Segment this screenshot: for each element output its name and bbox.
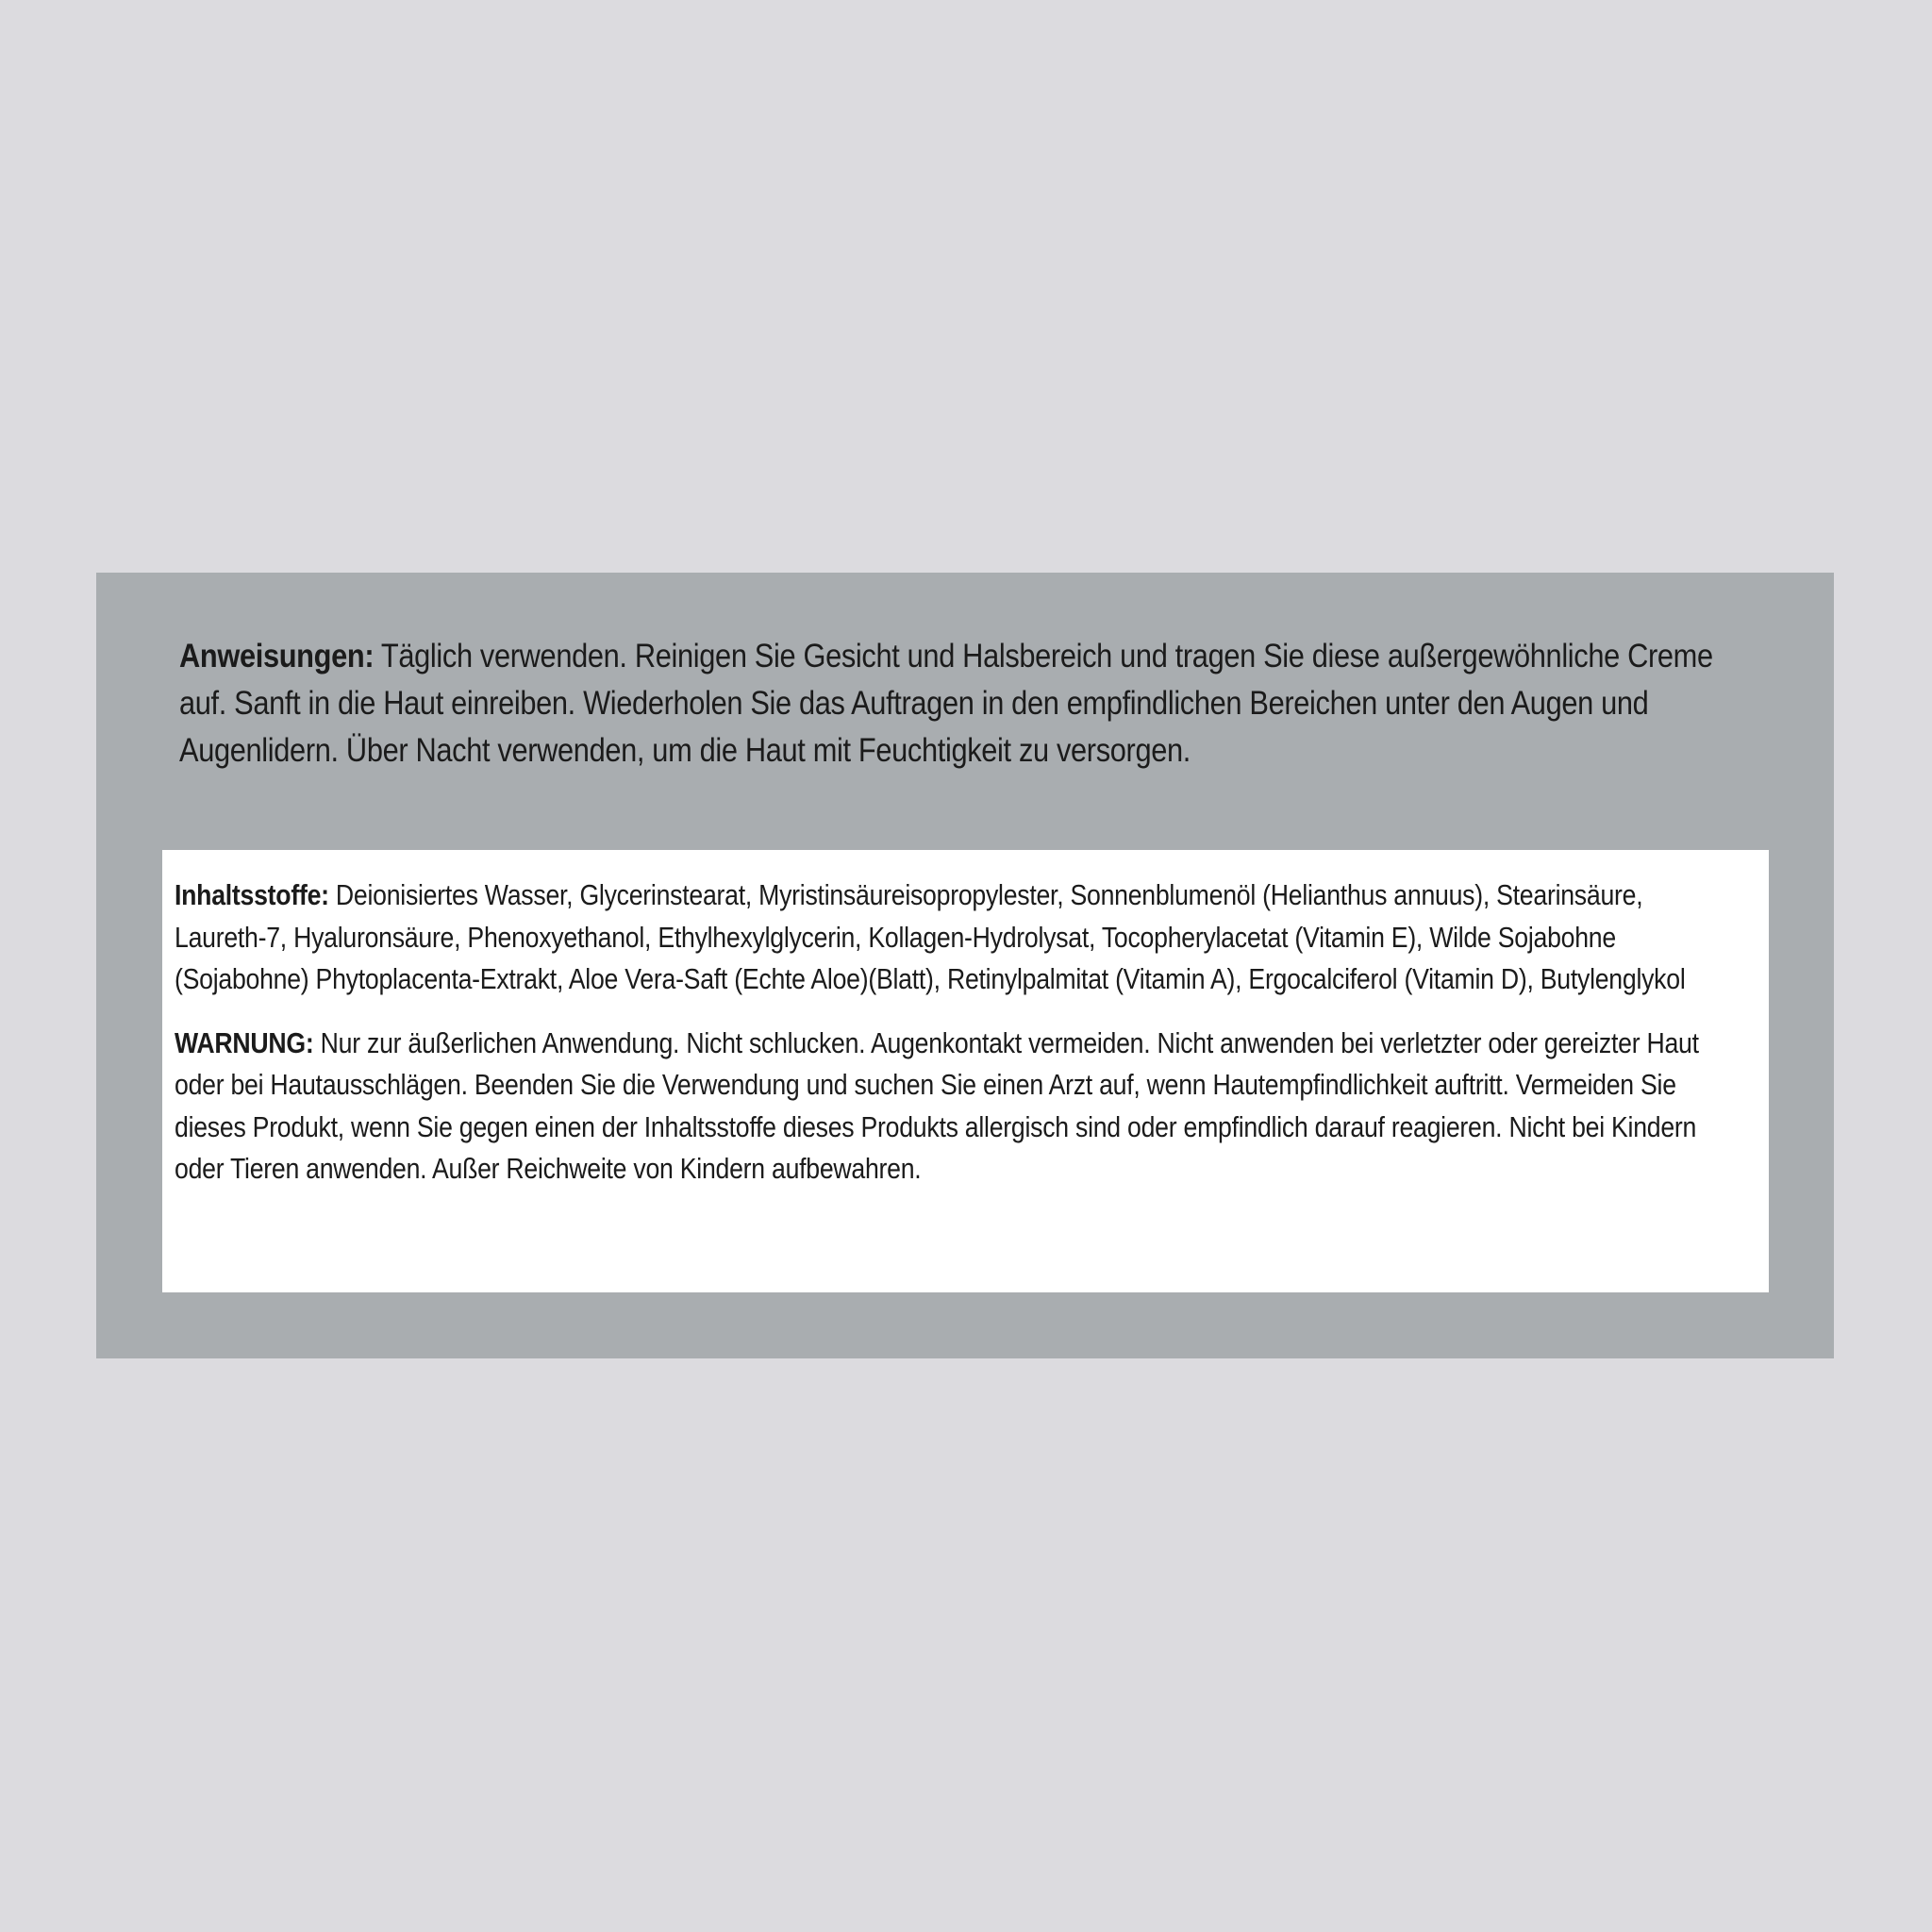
directions-paragraph xyxy=(179,633,1757,774)
warning-paragraph xyxy=(175,1023,1716,1191)
ingredients-heading: Inhaltsstoffe: xyxy=(175,878,329,911)
ingredients-warning-box xyxy=(162,850,1769,1292)
warning-heading: WARNUNG: xyxy=(175,1025,314,1059)
info-text-block xyxy=(175,874,1716,1191)
warning-text: Nur zur äußerlichen Anwendung. Nicht schlucken. Augenkontakt vermeiden. Nicht anwenden bei verletzter oder gereizter Haut oder bei Hautausschlägen. Beenden Sie die Verwendung und suchen Sie einen Arzt auf, wenn Hautempfindlichkeit auftritt. Vermeiden Sie dieses Produkt, wenn Sie gegen einen der Inhaltsstoffe dieses Produkts allergisch sind oder empfindlich darauf reagieren. Nicht bei Kindern oder Tieren anwenden. Außer Reichweite von Kindern aufbewahren. xyxy=(175,1025,1699,1185)
directions-heading: Anweisungen: xyxy=(179,638,375,675)
ingredients-text: Deionisiertes Wasser, Glycerinstearat, Myristinsäureisopropylester, Sonnenblumenöl (Helianthus annuus), Stearinsäure, Laureth-7, Hyaluronsäure, Phenoxyethanol, Ethylhexylglycerin, Kollagen-Hydrolysat, Tocopherylacetat (Vitamin E), Wilde Sojabohne (Sojabohne) Phytoplacenta-Extrakt, Aloe Vera-Saft (Echte Aloe)(Blatt), Retinylpalmitat (Vitamin A), Ergocalciferol (Vitamin D), Butylenglykol xyxy=(175,878,1686,995)
label-panel xyxy=(96,573,1834,1358)
ingredients-paragraph xyxy=(175,874,1716,1001)
directions-text: Täglich verwenden. Reinigen Sie Gesicht und Halsbereich und tragen Sie diese außergewöhnliche Creme auf. Sanft in die Haut einreiben. Wiederholen Sie das Auftragen in den empfindlichen Bereichen unter den Augen und Augenlidern. Über Nacht verwenden, um die Haut mit Feuchtigkeit zu versorgen. xyxy=(179,638,1713,769)
